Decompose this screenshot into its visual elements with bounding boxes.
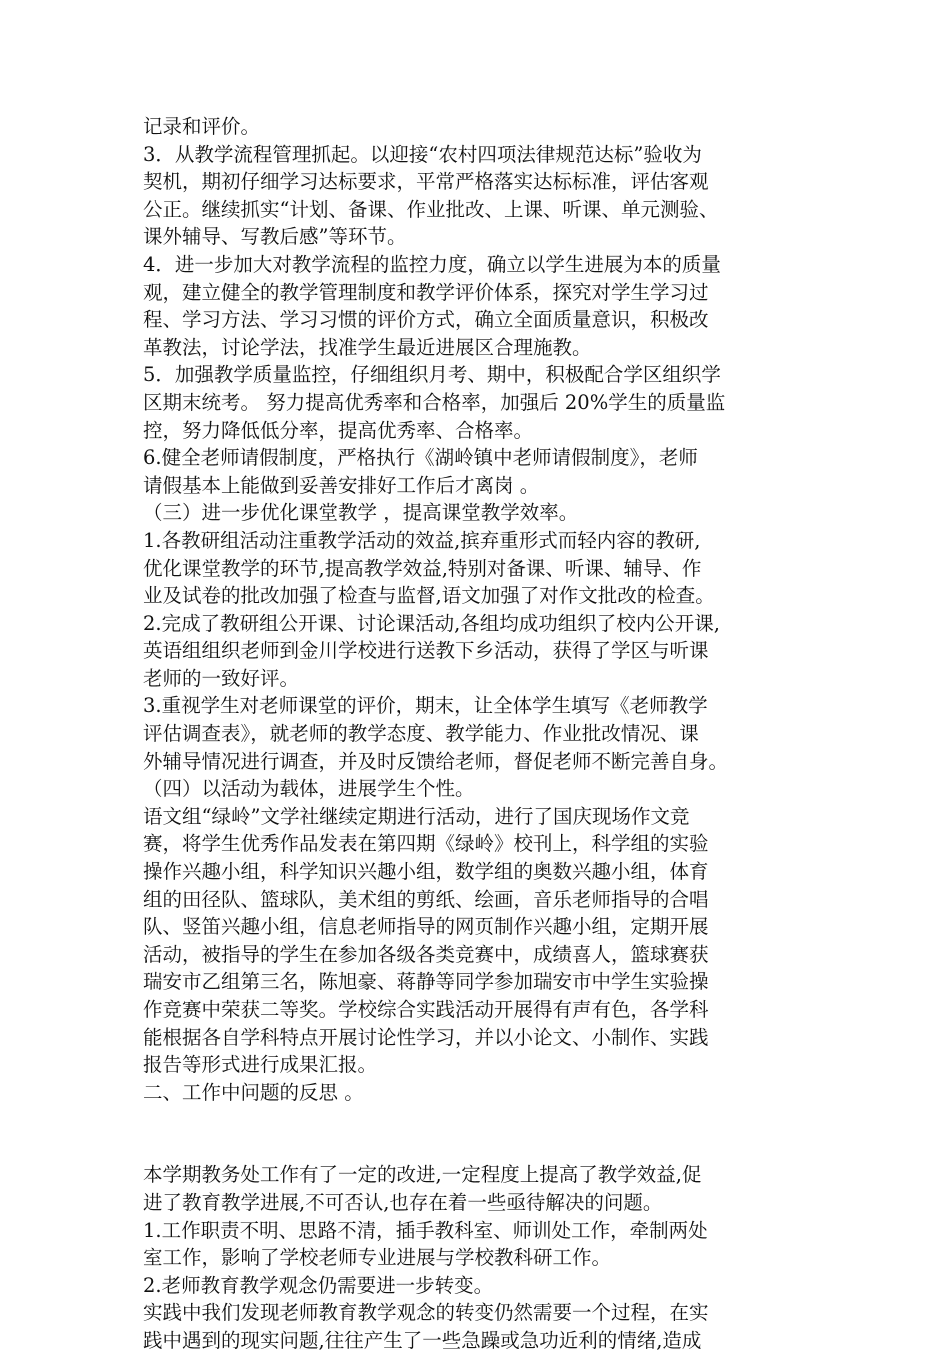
text-line: 操作兴趣小组，科学知识兴趣小组，数学组的奥数兴趣小组，体育 xyxy=(143,860,709,884)
text-line: 践中遇到的现实问题,往往产生了一些急躁或急功近利的情绪,造成 xyxy=(143,1328,702,1352)
text-line: 室工作，影响了学校老师专业进展与学校教科研工作。 xyxy=(143,1246,612,1270)
text-line: 语文组“绿岭”文学社继续定期进行活动，进行了国庆现场作文竞 xyxy=(143,804,690,828)
text-line: 英语组组织老师到金川学校进行送教下乡活动，获得了学区与听课 xyxy=(143,639,709,663)
text-line: 公正。继续抓实“计划、备课、作业批改、上课、听课、单元测验、 xyxy=(143,197,719,221)
text-line: 优化课堂教学的环节,提高教学效益,特别对备课、听课、辅导、作 xyxy=(143,556,702,580)
text-line: 业及试卷的批改加强了检查与监督,语文加强了对作文批改的检查。 xyxy=(143,584,715,608)
paragraph-gap xyxy=(143,1106,813,1161)
text-line: 能根据各自学科特点开展讨论性学习，并以小论文、小制作、实践 xyxy=(143,1025,709,1049)
text-line: 活动，被指导的学生在参加各级各类竞赛中，成绩喜人，篮球赛获 xyxy=(143,942,709,966)
text-line: 程、学习方法、学习习惯的评价方式，确立全面质量意识，积极改 xyxy=(143,308,709,332)
text-line: 革教法，讨论学法，找准学生最近进展区合理施教。 xyxy=(143,335,592,359)
text-line: 控，努力降低低分率，提高优秀率、合格率。 xyxy=(143,418,534,442)
text-line: 二、工作中问题的反思 。 xyxy=(143,1080,364,1104)
document-body-part-2 xyxy=(143,1161,813,1354)
text-line: 记录和评价。 xyxy=(143,115,261,138)
text-line: 队、竖笛兴趣小组，信息老师指导的网页制作兴趣小组，定期开展 xyxy=(143,915,709,939)
text-line: 请假基本上能做到妥善安排好工作后才离岗 。 xyxy=(143,473,540,497)
text-line: 作竞赛中荣获二等奖。学校综合实践活动开展得有声有色，各学科 xyxy=(143,998,709,1021)
text-line: 3.重视学生对老师课堂的评价，期末，让全体学生填写《老师教学 xyxy=(143,694,708,718)
text-line: 2.老师教育教学观念仍需要进一步转变。 xyxy=(143,1273,494,1297)
text-line: 瑞安市乙组第三名，陈旭豪、蒋静等同学参加瑞安市中学生实验操 xyxy=(143,970,709,994)
document-body-part-1 xyxy=(143,113,813,1106)
text-line: 老师的一致好评。 xyxy=(143,666,300,690)
text-line: 5．加强教学质量监控，仔细组织月考、期中，积极配合学区组织学 xyxy=(143,363,721,387)
text-line: 1.工作职责不明、思路不清，插手教科室、师训处工作，牵制两处 xyxy=(143,1218,708,1242)
text-line: 3．从教学流程管理抓起。以迎接“农村四项法律规范达标”验收为 xyxy=(143,142,702,166)
text-line: 2.完成了教研组公开课、讨论课活动,各组均成功组织了校内公开课, xyxy=(143,611,721,635)
document-page xyxy=(143,113,813,1355)
text-line: 赛，将学生优秀作品发表在第四期《绿岭》校刊上，科学组的实验 xyxy=(143,832,709,856)
text-line: 课外辅导、写教后感”等环节。 xyxy=(143,225,407,249)
text-line: （四）以活动为载体，进展学生个性。 xyxy=(143,777,475,801)
text-line: 组的田径队、篮球队，美术组的剪纸、绘画，音乐老师指导的合唱 xyxy=(143,887,709,911)
text-line: 本学期教务处工作有了一定的改进,一定程度上提高了教学效益,促 xyxy=(143,1163,702,1187)
text-line: 1.各教研组活动注重教学活动的效益,摈弃重形式而轻内容的教研, xyxy=(143,528,701,552)
text-line: 契机，期初仔细学习达标要求，平常严格落实达标标准，评估客观 xyxy=(143,170,709,194)
text-line: 进了教育教学进展,不可否认,也存在着一些亟待解决的问题。 xyxy=(143,1190,663,1214)
text-line: 区期末统考。 努力提高优秀率和合格率，加强后 20%学生的质量监 xyxy=(143,390,726,414)
text-line: （三）进一步优化课堂教学 ，提高课堂教学效率。 xyxy=(143,501,579,525)
text-line: 6.健全老师请假制度，严格执行《湖岭镇中老师请假制度》，老师 xyxy=(143,446,698,470)
text-line: 报告等形式进行成果汇报。 xyxy=(143,1053,378,1077)
text-line: 外辅导情况进行调查，并及时反馈给老师，督促老师不断完善自身。 xyxy=(143,749,729,773)
text-line: 观，建立健全的教学管理制度和教学评价体系，探究对学生学习过 xyxy=(143,280,709,304)
text-line: 4．进一步加大对教学流程的监控力度，确立以学生进展为本的质量 xyxy=(143,252,721,276)
text-line: 评估调查表》，就老师的教学态度、教学能力、作业批改情况、课 xyxy=(143,722,699,746)
text-line: 实践中我们发现老师教育教学观念的转变仍然需要一个过程，在实 xyxy=(143,1301,709,1325)
